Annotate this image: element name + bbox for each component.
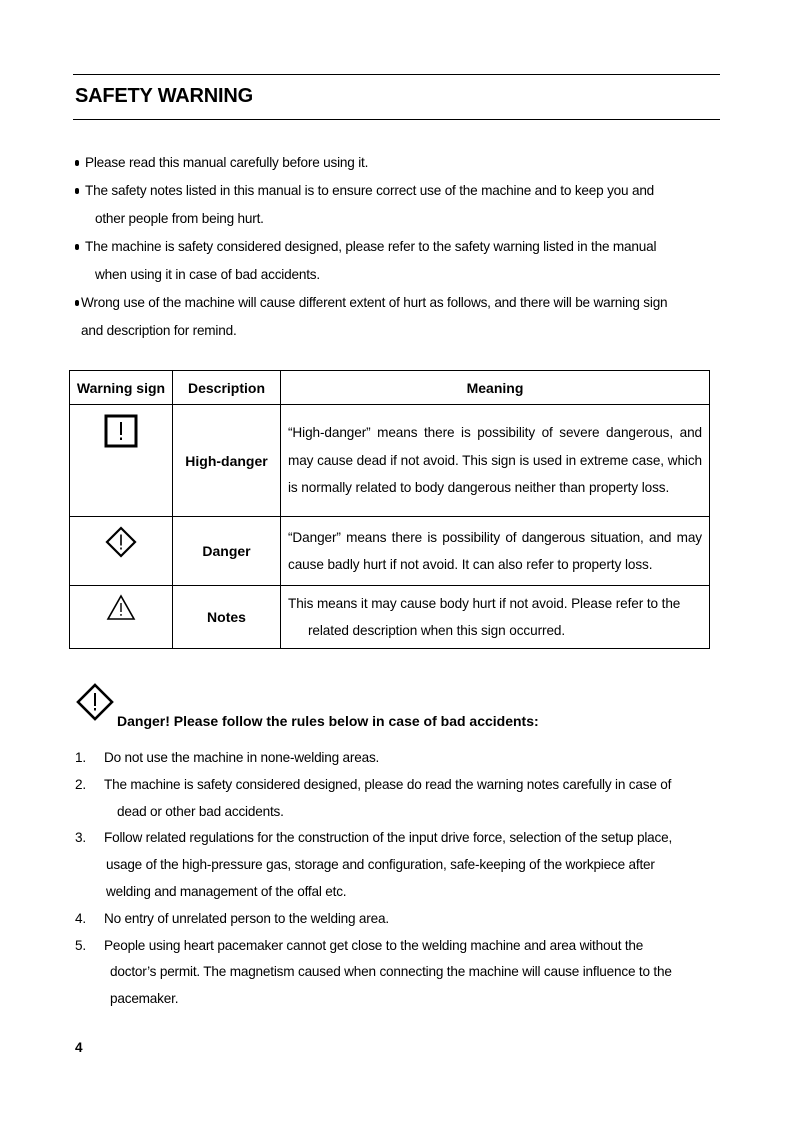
table-row <box>70 517 710 586</box>
page-title: SAFETY WARNING <box>75 85 253 107</box>
page-number: 4 <box>75 1040 83 1055</box>
list-item-continuation: pacemaker. <box>110 991 179 1007</box>
column-header-meaning: Meaning <box>281 371 710 405</box>
table-header-row <box>70 371 710 405</box>
list-item-continuation: usage of the high-pressure gas, storage and configuration, safe-keeping of the workpiece after <box>106 857 655 873</box>
table-row <box>70 586 710 649</box>
bullet-icon <box>75 188 79 194</box>
bullet-icon <box>75 244 79 250</box>
list-item: 5. People using heart pacemaker cannot get close to the welding machine and area without the <box>75 937 644 953</box>
diamond-exclamation-icon <box>75 683 115 723</box>
meaning-cell: “Danger” means there is possibility of dangerous situation, and may cause badly hurt if not avoid. It can also refer to property loss. <box>281 517 710 586</box>
list-item-continuation: welding and management of the offal etc. <box>106 883 347 899</box>
diamond-exclamation-icon <box>105 526 137 558</box>
column-header-description: Description <box>173 371 281 405</box>
meaning-cell: “High-danger” means there is possibility of severe dangerous, and may cause dead if not avoid. This sign is used in extreme case, which is normally related to body dangerous neither than property loss. <box>281 405 710 517</box>
table-row <box>70 405 710 517</box>
bullet-icon <box>75 300 79 306</box>
square-exclamation-icon <box>104 414 138 448</box>
meaning-cell: This means it may cause body hurt if not avoid. Please refer to the related description when this sign occurred. <box>281 586 710 649</box>
danger-section-heading <box>75 683 715 733</box>
sign-cell <box>70 405 173 517</box>
triangle-exclamation-icon <box>106 594 136 622</box>
column-header-warning-sign: Warning sign <box>70 371 173 405</box>
list-item: 1. Do not use the machine in none-welding areas. <box>75 750 380 765</box>
bullet-continuation: other people from being hurt. <box>95 211 264 226</box>
warning-sign-table <box>69 370 710 649</box>
intro-bullet-list <box>73 152 723 348</box>
description-cell: Notes <box>173 586 281 649</box>
list-item: 2. The machine is safety considered designed, please do read the warning notes carefully in case of <box>75 776 672 792</box>
list-item: 4. No entry of unrelated person to the welding area. <box>75 910 389 926</box>
description-cell: High-danger <box>173 405 281 517</box>
list-item-continuation: dead or other bad accidents. <box>117 803 284 819</box>
bullet-item: The machine is safety considered designed, please refer to the safety warning listed in the manual <box>73 236 723 264</box>
bullet-item: The safety notes listed in this manual is to ensure correct use of the machine and to keep you and <box>73 180 723 208</box>
sign-cell <box>70 517 173 586</box>
sign-cell <box>70 586 173 649</box>
bullet-continuation: when using it in case of bad accidents. <box>95 267 320 282</box>
list-item: 3. Follow related regulations for the construction of the input drive force, selection of the setup place, <box>75 830 673 846</box>
list-item-continuation: doctor’s permit. The magnetism caused when connecting the machine will cause influence to the <box>110 964 672 980</box>
description-cell: Danger <box>173 517 281 586</box>
header-top-rule <box>73 74 720 75</box>
danger-rules-list <box>75 747 725 1015</box>
bullet-continuation: and description for remind. <box>81 323 237 338</box>
bullet-item: Please read this manual carefully before using it. <box>73 152 723 180</box>
danger-heading-text: Danger! Please follow the rules below in case of bad accidents: <box>117 713 539 729</box>
bullet-icon <box>75 160 79 166</box>
bullet-item: Wrong use of the machine will cause different extent of hurt as follows, and there will be warning sign <box>73 292 723 320</box>
header-bottom-rule <box>73 119 720 120</box>
